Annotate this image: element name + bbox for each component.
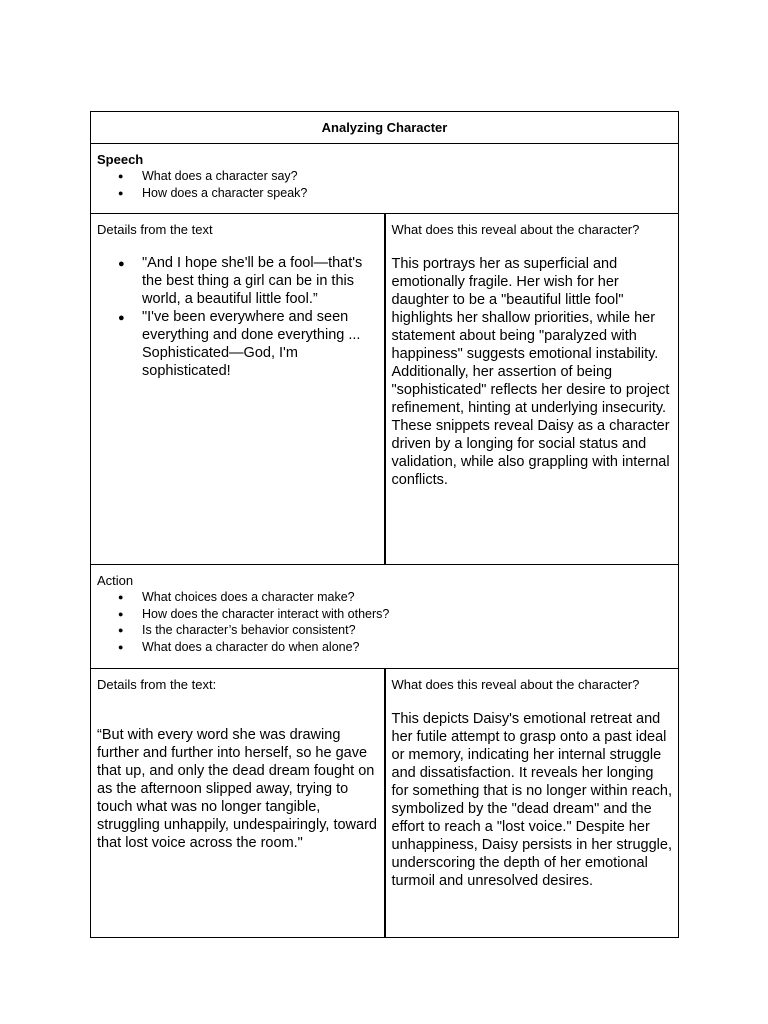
action-reveal-text: This depicts Daisy's emotional retreat and her futile attempt to grasp onto a past ideal or memory, indicating her internal struggle and dissatisfaction. It reveals her longing for something that is no longer within reach, symbolized by the "dead dream" and the effort to reach a "lost voice." Despite her unhappiness, Daisy persists in her struggle, underscoring the depth of her emotional turmoil and unresolved desires. (391, 711, 672, 889)
speech-quotes-list (97, 254, 378, 380)
speech-reveal-cell (385, 214, 679, 565)
action-question: ● What does a character do when alone? (142, 639, 672, 656)
speech-reveal-text: This portrays her as superficial and emotionally fragile. Her wish for her daughter to be a "beautiful little fool" highlights her shallow priorities, while her statement about being "paralyzed with happiness" suggests emotional instability. Additionally, her assertion of being "sophisticated" reflects her desire to project refinement, hinting at underlying insecurity. These snippets reveal Daisy as a character driven by a longing for social status and validation, while also grappling with internal conflicts. (391, 256, 670, 488)
speech-section-header (91, 144, 679, 214)
action-quote: “But with every word she was drawing further and further into herself, so he gave that up, and only the dead dream fought on as the afternoon slipped away, trying to touch what was no longer tangible, struggling unhappily, undespairingly, toward that lost voice across the room." (97, 727, 377, 851)
action-reveal-label: What does this reveal about the character? (391, 677, 640, 692)
action-question: ● Is the character’s behavior consistent? (142, 622, 672, 639)
character-analysis-sheet (90, 111, 679, 938)
action-question: ● What choices does a character make? (142, 589, 672, 606)
speech-question: ● What does a character say? (142, 168, 672, 185)
speech-details-cell (91, 214, 385, 565)
speech-heading: Speech (97, 152, 144, 167)
action-details-label: Details from the text: (97, 677, 217, 692)
speech-details-label: Details from the text (97, 222, 213, 237)
speech-quote: ● "And I hope she'll be a fool—that's the best thing a girl can be in this world, a beautiful little fool.” (142, 254, 378, 308)
action-question: ● How does the character interact with others? (142, 606, 672, 623)
action-reveal-cell (385, 669, 679, 938)
table-title: Analyzing Character (91, 112, 679, 144)
analysis-table (90, 111, 679, 938)
speech-reveal-label: What does this reveal about the character? (391, 222, 640, 237)
action-section-header (91, 565, 679, 669)
action-heading: Action (97, 573, 134, 588)
action-details-cell (91, 669, 385, 938)
action-questions-list (97, 589, 672, 655)
speech-questions-list (97, 168, 672, 201)
speech-question: ● How does a character speak? (142, 185, 672, 202)
speech-quote: ● "I've been everywhere and seen everything and done everything ... Sophisticated—God, I'm sophisticated! (142, 308, 378, 380)
